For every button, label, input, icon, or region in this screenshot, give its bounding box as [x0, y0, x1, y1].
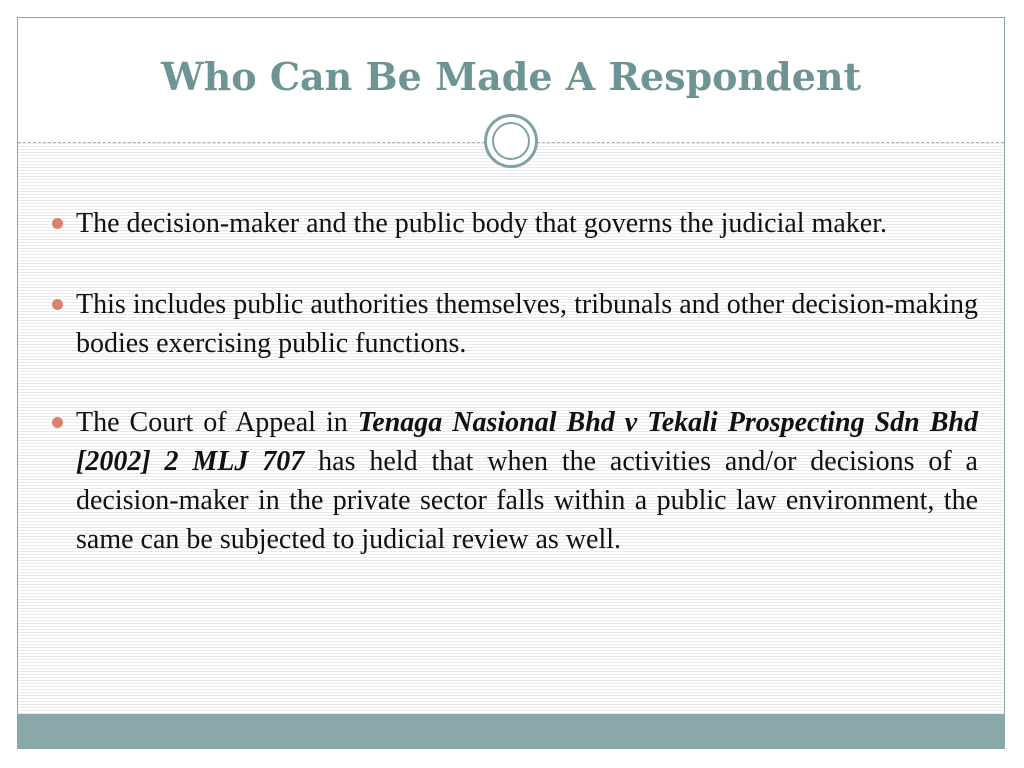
bullet-text: The decision-maker and the public body that governs the judicial maker.: [76, 208, 887, 239]
bullet-item-1: [48, 204, 978, 243]
bullet-dot-icon: [52, 299, 63, 310]
bullet-list: [48, 204, 978, 601]
slide: [17, 17, 1005, 749]
bullet-text-prefix: The Court of Appeal in: [76, 407, 358, 438]
case-citation: Tenaga Nasional Bhd v Tekali Prospecting Sdn Bhd [2002] 2 MLJ 707: [76, 407, 978, 477]
inner-circle-icon: [492, 122, 530, 160]
footer-bar: [18, 714, 1004, 748]
slide-title: Who Can Be Made A Respondent: [160, 54, 862, 99]
bullet-item-3: [48, 403, 978, 559]
bullet-dot-icon: [52, 218, 63, 229]
bullet-dot-icon: [52, 417, 63, 428]
decorative-circle-icon: [484, 114, 538, 168]
bullet-text: This includes public authorities themselves, tribunals and other decision-making bodies exercising public functions.: [76, 289, 978, 359]
bullet-text-suffix: has held that when the activities and/or decisions of a decision-maker in the private sector falls within a public law environment, the same can be subjected to judicial review as well.: [76, 446, 978, 555]
bullet-item-2: [48, 285, 978, 363]
